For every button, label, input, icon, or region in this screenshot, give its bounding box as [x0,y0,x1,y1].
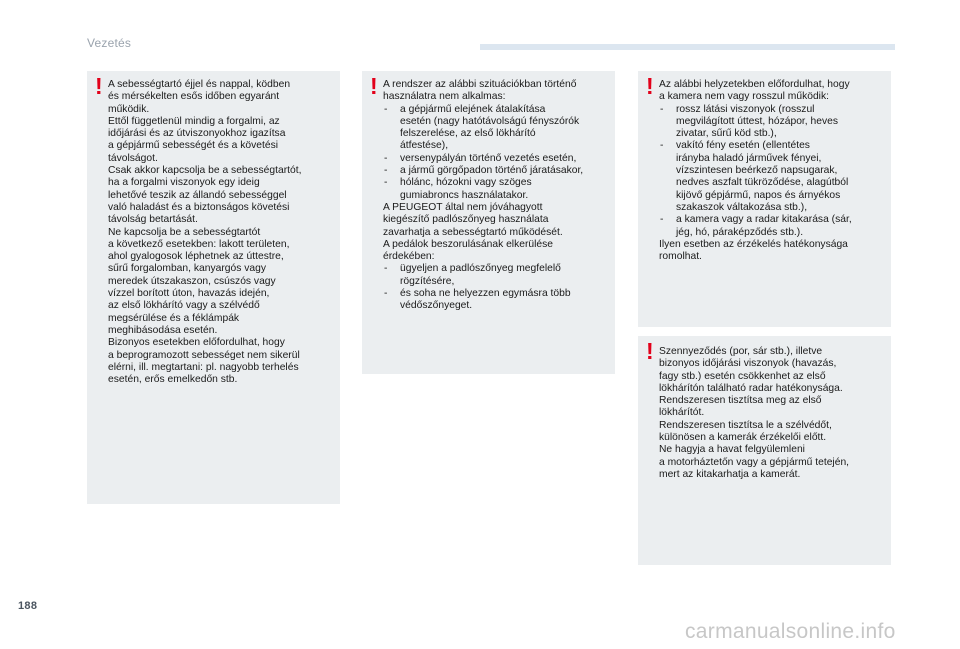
text-line: távolságot. [108,152,158,164]
list-item-line: esetén (nagy hatótávolságú fényszórók [400,115,580,127]
text-line: kiegészítő padlószőnyeg használata [383,214,549,226]
list-item-line: rögzítésére, [400,275,455,287]
header-accent-bar [480,44,895,50]
list-item-line: vízszintesen beérkező napsugarak, [676,165,838,177]
text-line: a kamera nem vagy rosszul működik: [659,91,829,103]
text-line: lehetővé teszik az állandó sebességgel [108,189,287,201]
text-line: különösen a kamerák érzékelői előtt. [659,432,827,444]
text-line: az első lökhárító vagy a szélvédő [108,300,260,312]
list-item-line: jég, hó, páraképződés stb.). [676,226,804,238]
warning-icon: ! [95,73,103,99]
text-line: zavarhatja a sebességtartó működését. [383,226,563,238]
text-line: működik. [108,103,150,115]
text-line: használatra nem alkalmas: [383,91,506,103]
text-line: A rendszer az alábbi szituációkban történő [383,79,577,90]
list-item-line: átfestése), [400,140,449,152]
list-item [383,177,613,202]
dash-bullet: - [384,263,388,275]
list-item-line: vakító fény esetén (ellentétes [676,140,810,152]
list-item-line: a gépjármű elejének átalakítása [400,103,546,115]
list-item-line: szakaszok váltakozása stb.), [676,201,808,213]
list-item-line: a kamera vagy a radar kitakarása (sár, [676,214,852,226]
warning-text [383,79,613,313]
text-line: bizonyos időjárási viszonyok (havazás, [659,358,837,370]
list-item [659,140,889,214]
warning-box-sensor-cleaning [638,336,891,565]
text-line: a következő esetekben: lakott területen, [108,238,290,250]
list-item-line: és soha ne helyezzen egymásra több [400,288,571,300]
text-line: a gépjármű sebességét és a követési [108,140,278,152]
text-line: meredek útszakaszon, csúszós vagy [108,275,276,287]
text-line: távolság betartását. [108,214,198,226]
text-line: ahol gyalogosok léphetnek az úttestre, [108,251,284,263]
list-item [659,214,889,239]
dash-bullet: - [660,140,664,152]
text-line: romolhat. [659,251,702,263]
warning-box-unsuitable-use [362,71,615,374]
text-line: Az alábbi helyzetekben előfordulhat, hogy [659,79,850,90]
text-line: A sebességtartó éjjel és nappal, ködben [108,79,291,90]
warning-text [659,346,889,481]
list-item-line: ügyeljen a padlószőnyeg megfelelő [400,263,561,275]
text-line: Ettől függetlenül mindig a forgalmi, az [108,115,280,127]
warning-text [108,79,338,386]
text-line: Bizonyos esetekben előfordulhat, hogy [108,337,285,349]
text-line: mert az kitakarhatja a kamerát. [659,468,801,480]
list-item [383,288,613,313]
list-item-line: megvilágított úttest, hózápor, heves [676,115,838,127]
text-line: való haladást és a biztonságos követési [108,201,290,213]
list-item [659,104,889,141]
dash-bullet: - [660,103,664,115]
warning-icon: ! [646,338,654,364]
warning-icon: ! [646,73,654,99]
text-line: Ne kapcsolja be a sebességtartót [108,226,261,238]
section-title: Vezetés [87,36,132,50]
text-line: A PEUGEOT által nem jóváhagyott [383,201,543,213]
text-line: ha a forgalmi viszonyok egy ideig [108,177,260,189]
text-line: időjárási és az útviszonyokhoz igazítsa [108,128,286,140]
text-line: Ilyen esetben az érzékelés hatékonysága [659,238,848,250]
list-item-line: versenypályán történő vezetés esetén, [400,152,577,164]
list-item [383,104,613,153]
text-line: elérni, ill. megtartani: pl. nagyobb terhelés [108,361,299,373]
text-line: fagy stb.) esetén csökkenhet az első [659,370,826,382]
dash-bullet: - [384,288,388,300]
watermark: carmanualsonline.info [685,620,896,643]
text-line: lökhárítót. [659,407,705,419]
list-item-line: gumiabroncs használatakor. [400,189,529,201]
dash-bullet: - [660,214,664,226]
list-item [383,165,613,177]
warning-box-cruise-control [87,71,340,504]
text-line: érdekében: [383,251,435,263]
dash-bullet: - [384,165,388,177]
list-item-line: a jármű görgőpadon történő járatásakor, [400,165,584,177]
text-line: meghibásodása esetén. [108,324,218,336]
list-item-line: hólánc, hózokni vagy szöges [400,177,532,189]
list-item [383,153,613,165]
list-item-line: irányba haladó járművek fényei, [676,152,822,164]
list-item-line: kijövő gépjármű, napos és árnyékos [676,189,841,201]
text-line: Ne hagyja a havat felgyülemleni [659,444,805,456]
warning-box-camera-limits [638,71,891,327]
text-line: Rendszeresen tisztítsa le a szélvédőt, [659,419,832,431]
text-line: Rendszeresen tisztítsa meg az első [659,395,822,407]
bullet-list [383,263,613,312]
list-item-line: nedves aszfalt tükröződése, alagútból [676,177,849,189]
list-item-line: felszerelése, az első lökhárító [400,128,536,140]
list-item-line: zivatar, sűrű köd stb.), [676,128,777,140]
warning-text [659,79,889,263]
text-line: megsérülése és a féklámpák [108,312,240,324]
bullet-list [659,104,889,239]
list-item-line: rossz látási viszonyok (rosszul [676,103,815,115]
dash-bullet: - [384,152,388,164]
text-line: Csak akkor kapcsolja be a sebességtartót, [108,165,302,177]
text-line: Szennyeződés (por, sár stb.), illetve [659,346,823,357]
list-item-line: védőszőnyeget. [400,300,473,312]
dash-bullet: - [384,177,388,189]
dash-bullet: - [384,103,388,115]
warning-icon: ! [370,73,378,99]
text-line: lökhárítón található radar hatékonysága. [659,382,843,394]
text-line: a motorháztetőn vagy a gépjármű tetején, [659,456,850,468]
list-item [383,263,613,288]
text-line: A pedálok beszorulásának elkerülése [383,238,554,250]
text-line: és mérsékelten esős időben egyaránt [108,91,280,103]
page-number: 188 [18,600,38,612]
text-line: a beprogramozott sebességet nem sikerül [108,349,300,361]
text-line: esetén, erős emelkedőn stb. [108,374,238,386]
bullet-list [383,104,613,202]
text-line: vízzel borított úton, havazás idején, [108,288,270,300]
text-line: sűrű forgalomban, kanyargós vagy [108,263,266,275]
